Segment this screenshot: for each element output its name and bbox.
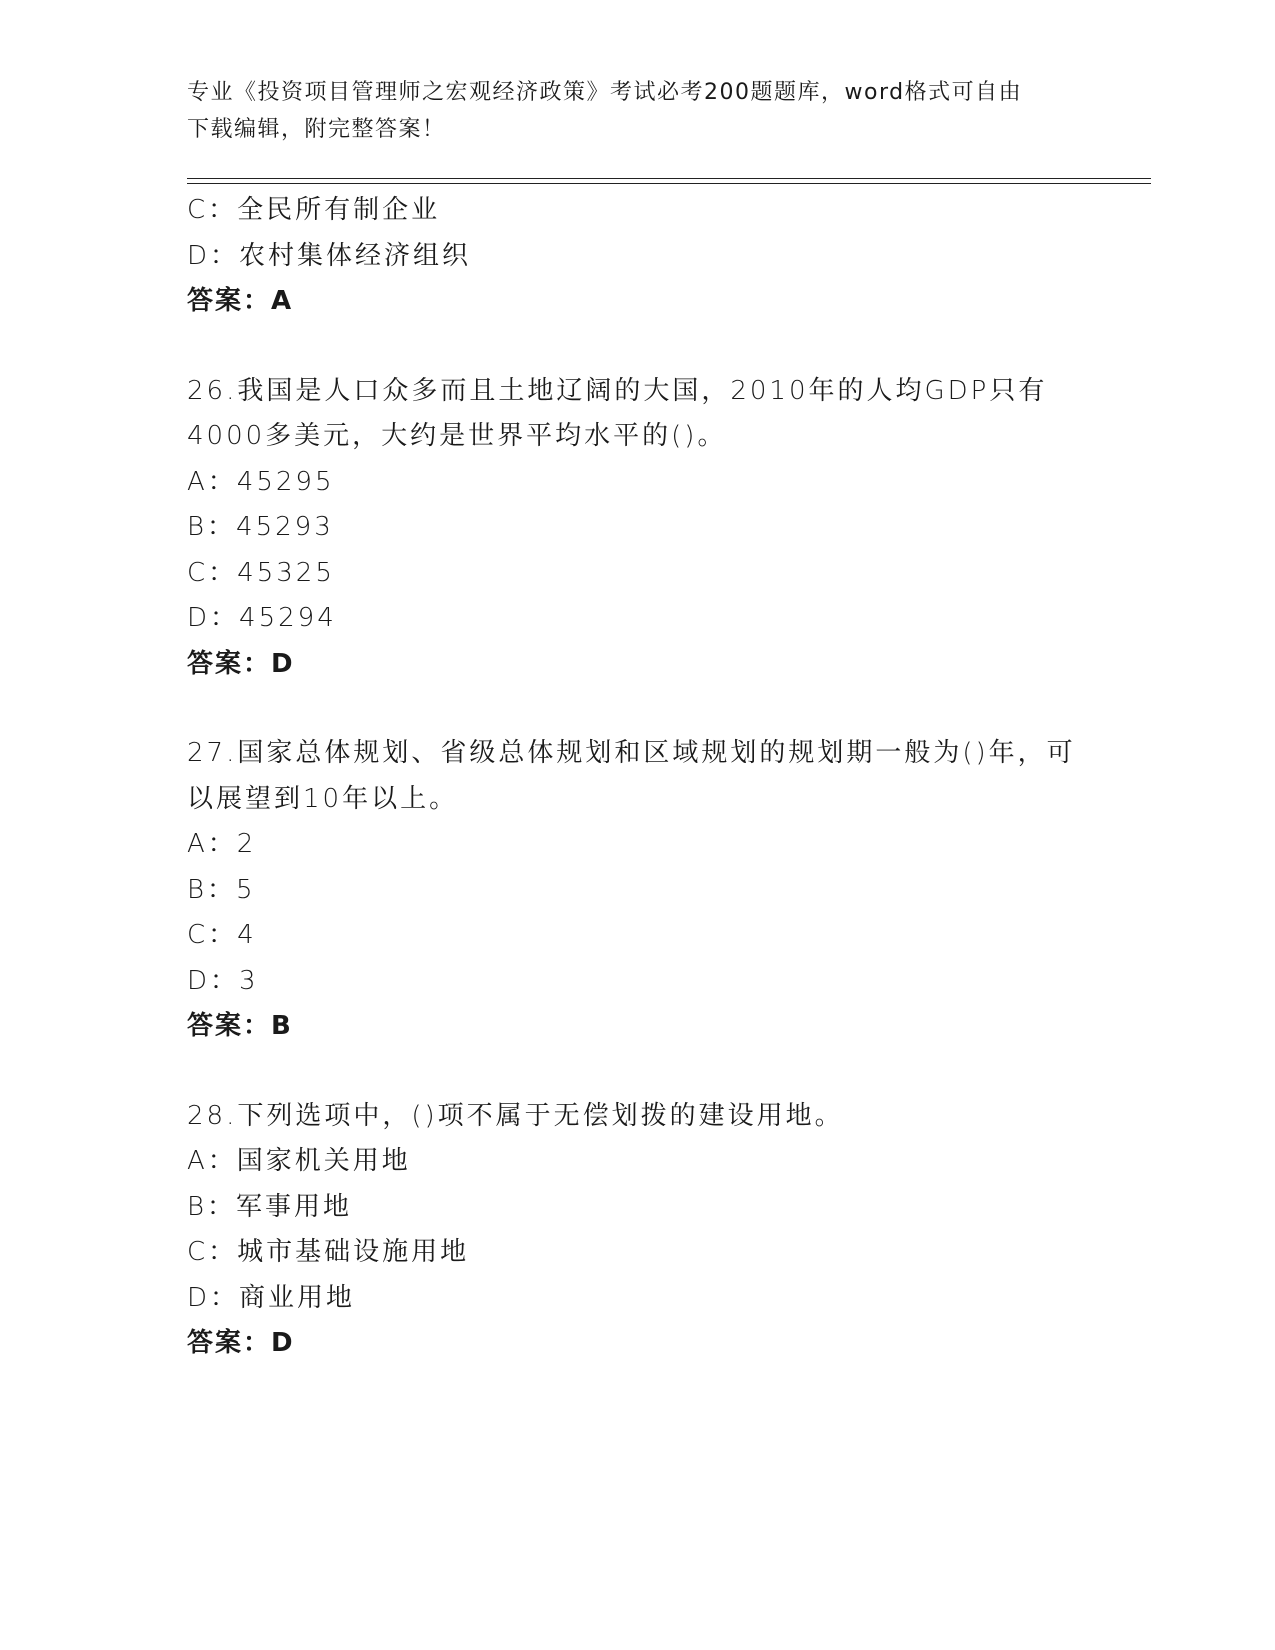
option-b: B：军事用地 — [187, 1191, 353, 1222]
answer-line: 答案：D — [187, 648, 295, 679]
header-divider-top — [187, 178, 1151, 179]
header-divider-bottom — [187, 183, 1151, 184]
question-stem-line-1: 27.国家总体规划、省级总体规划和区域规划的规划期一般为()年，可 — [187, 738, 1076, 768]
question-stem-line-1: 28.下列选项中，()项不属于无偿划拨的建设用地。 — [187, 1100, 844, 1131]
question-28 — [187, 1094, 1147, 1367]
option-a: A：2 — [187, 829, 257, 859]
question-carryover — [187, 188, 1147, 325]
option-b: B：5 — [187, 874, 256, 905]
answer-line: 答案：B — [187, 1011, 293, 1041]
question-stem-line-2: 4000多美元，大约是世界平均水平的()。 — [187, 421, 727, 451]
option-b: B：45293 — [187, 512, 334, 542]
option-d: D：农村集体经济组织 — [187, 240, 472, 271]
option-c: C：全民所有制企业 — [187, 195, 441, 225]
option-d: D：商业用地 — [187, 1282, 356, 1313]
document-header — [187, 74, 1087, 148]
answer-line: 答案：A — [187, 286, 294, 316]
question-26 — [187, 369, 1147, 688]
option-d: D：45294 — [187, 603, 337, 633]
question-stem-line-2: 以展望到10年以上。 — [187, 783, 459, 814]
spacer — [187, 687, 1147, 731]
spacer — [187, 1050, 1147, 1094]
option-c: C：城市基础设施用地 — [187, 1237, 470, 1267]
header-line-1: 专业《投资项目管理师之宏观经济政策》考试必考200题题库，word格式可自由 — [187, 80, 1023, 105]
answer-line: 答案：D — [187, 1328, 295, 1358]
question-list — [187, 188, 1147, 1367]
option-c: C：4 — [187, 920, 257, 950]
option-a: A：45295 — [187, 466, 335, 497]
question-27 — [187, 731, 1147, 1050]
option-a: A：国家机关用地 — [187, 1146, 411, 1176]
header-line-2: 下载编辑，附完整答案！ — [187, 117, 446, 142]
option-c: C：45325 — [187, 557, 335, 588]
spacer — [187, 325, 1147, 369]
question-stem-line-1: 26.我国是人口众多而且土地辽阔的大国，2010年的人均GDP只有 — [187, 375, 1048, 406]
option-d: D：3 — [187, 965, 259, 996]
